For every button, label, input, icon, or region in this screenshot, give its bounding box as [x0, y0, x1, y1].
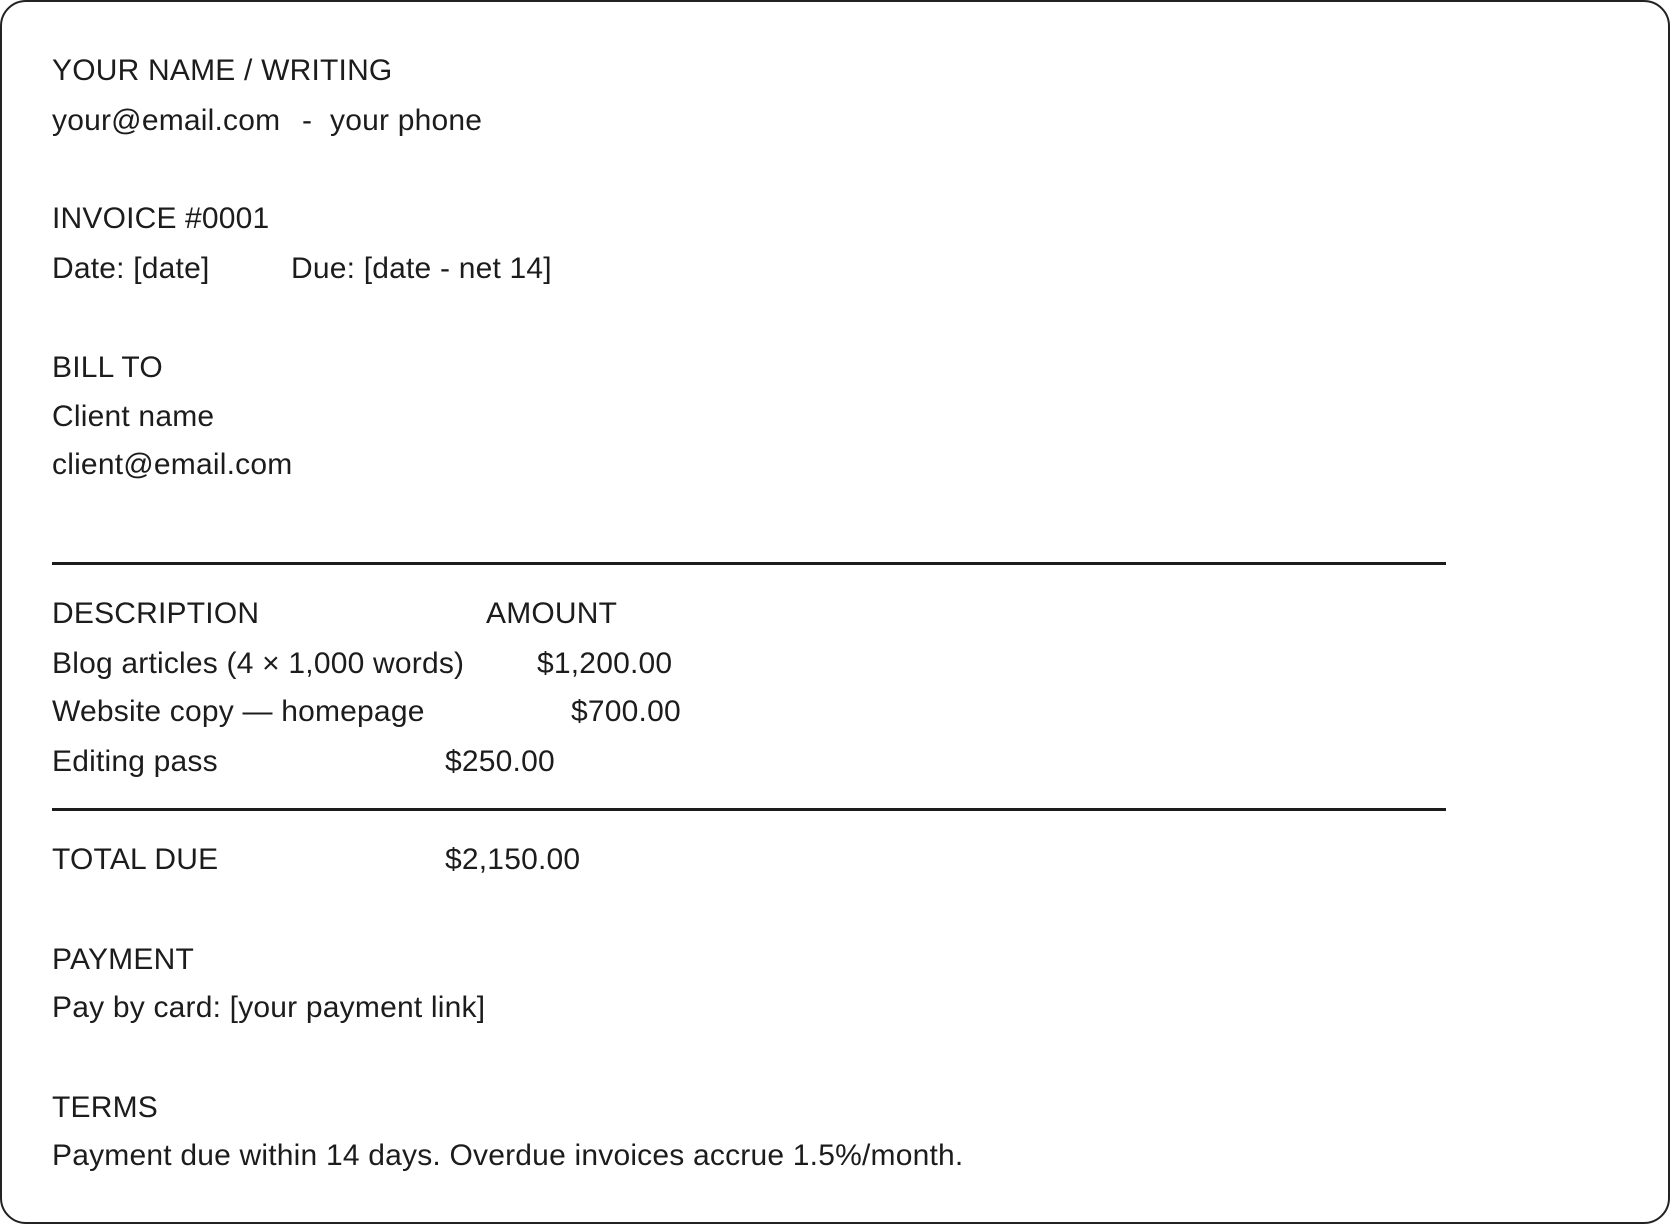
bill-to-heading: BILL TO: [52, 351, 163, 384]
description-header: DESCRIPTION: [52, 597, 260, 630]
client-email: client@email.com: [52, 448, 293, 481]
amount-header: AMOUNT: [486, 597, 618, 630]
sender-name: YOUR NAME / WRITING: [52, 54, 393, 87]
line-item-amount: $700.00: [571, 695, 681, 728]
contact-separator: -: [302, 104, 313, 137]
invoice-number: #0001: [185, 202, 270, 235]
line-item-amount: $250.00: [445, 745, 555, 778]
payment-heading: PAYMENT: [52, 943, 194, 976]
sender-phone: your phone: [330, 104, 483, 137]
terms-text: Payment due within 14 days. Overdue invoices accrue 1.5%/month.: [52, 1139, 964, 1172]
invoice-due-date: Due: [date - net 14]: [291, 252, 552, 285]
client-name: Client name: [52, 400, 215, 433]
line-item-amount: $1,200.00: [537, 647, 673, 680]
sender-email: your@email.com: [52, 104, 281, 137]
total-due-label: TOTAL DUE: [52, 843, 219, 876]
line-item-description: Website copy — homepage: [52, 695, 425, 728]
divider-top: [52, 562, 1446, 565]
divider-bottom: [52, 808, 1446, 811]
line-item-description: Editing pass: [52, 745, 218, 778]
invoice-date: Date: [date]: [52, 252, 210, 285]
terms-heading: TERMS: [52, 1091, 158, 1124]
invoice-label: INVOICE: [52, 202, 177, 235]
line-item-description: Blog articles (4 × 1,000 words): [52, 647, 465, 680]
total-due-amount: $2,150.00: [445, 843, 581, 876]
payment-text: Pay by card: [your payment link]: [52, 991, 486, 1024]
